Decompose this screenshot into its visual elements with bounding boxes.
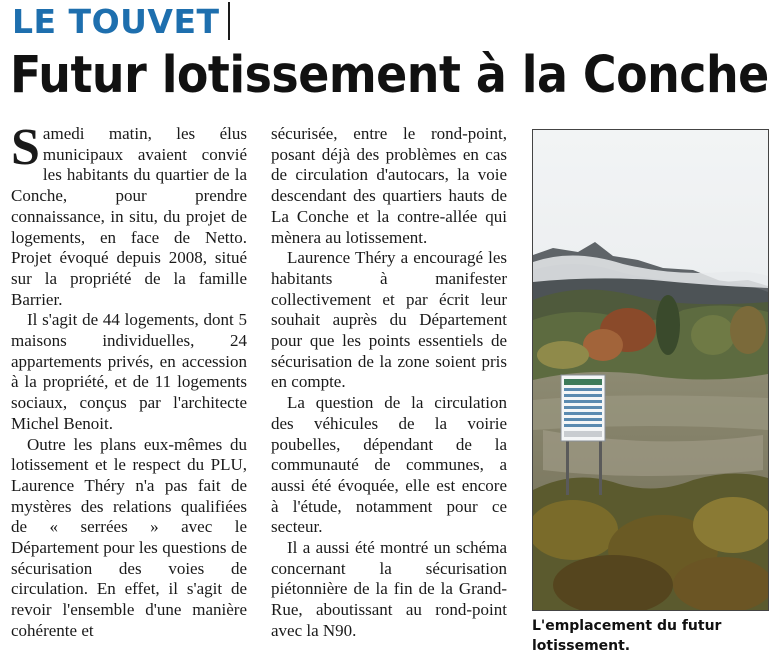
paragraph-5: La question de la circulation des véhicules de la voirie poubelles, dépendant de la communauté de communes, a aussi été évoquée, elle est encore à l'étude, notamment pour ce secteur. [271,393,507,537]
paragraph-1 [11,119,247,310]
article-headline: Futur lotissement à la Conche [10,46,769,105]
paragraph-3-continued: sécurisée, entre le rond-point, posant déjà des problèmes en cas de circulation d'autocars, la voie descendant des quartiers hauts de La Conche et la contre-allée qui mènera au lotissement. [271,124,507,247]
paragraph-2: Il s'agit de 44 logements, dont 5 maisons individuelles, 24 appartements privés, en accession à la propriété, et de 11 logements sociaux, conçus par l'architecte Michel Benoit. [11,310,247,433]
paragraph-6: Il a aussi été montré un schéma concernant la sécurisation piétonnière de la fin de la Grand-Rue, aboutissant au rond-point avec la N90. [271,538,507,640]
article-column-1 [11,119,247,642]
paragraph-3: Outre les plans eux-mêmes du lotissement et le respect du PLU, Laurence Théry n'a pas fait de mystères des relations qualifiées de « serrées » avec le Département pour les questions de sécurisation des voies de circulation. En effet, il s'agit de revoir l'ensemble d'une manière cohérente et [11,434,247,640]
photo-caption: L'emplacement du futur lotissement. [532,618,722,654]
section-kicker: LE TOUVET [12,2,230,40]
drop-cap: S [11,119,40,176]
article-column-2 [271,124,507,642]
paragraph-4: Laurence Théry a encouragé les habitants à manifester collectivement et par écrit leur souhait auprès du Département pour que les points essentiels de sécurisation de la zone soient pris en compte. [271,248,507,392]
paragraph-1-text: amedi matin, les élus municipaux avaient convié les habitants du quartier de la Conche, pour prendre connaissance, in situ, du projet de logements, en face de Netto. Projet évoqué depuis 2008, situé sur la propriété de la famille Barrier. [11,124,247,309]
site-photo [532,129,769,611]
